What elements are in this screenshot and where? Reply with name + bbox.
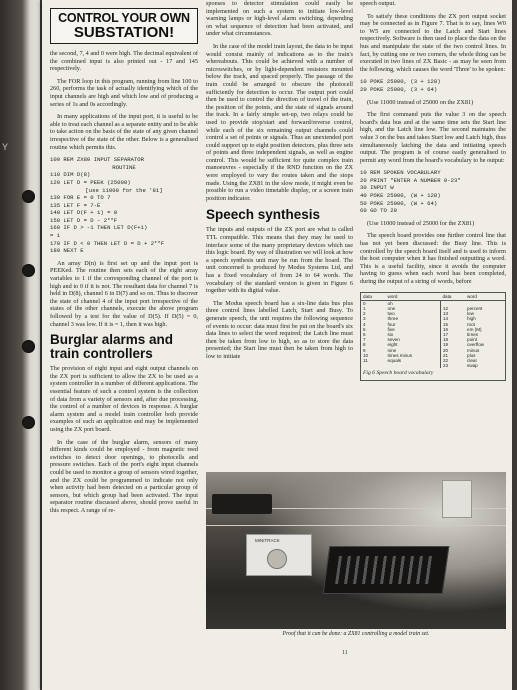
paragraph: the second, 7, 4 and 0 were high. The decimal equivalent of the combined input is also printed out - 17 and 145 respectively. — [50, 50, 198, 73]
code-line: 135 LET F = 7-E — [50, 201, 101, 209]
table-row — [361, 363, 505, 368]
table-header: word — [465, 293, 505, 301]
train-photo — [206, 472, 506, 640]
table-header-row — [361, 293, 505, 301]
table-cell — [386, 363, 441, 368]
logo-top-text: CONTROL YOUR OWN — [58, 11, 190, 25]
punch-hole — [22, 190, 35, 203]
table-cell: 4 — [363, 321, 366, 327]
table-cell: 11 — [363, 358, 368, 364]
code-line: 120 LET D = PEEK (25000) — [50, 178, 131, 186]
code-line: ROUTINE — [112, 163, 136, 171]
table-cell: 7 — [363, 337, 366, 343]
code-line: 10 REM SPOKEN VOCABULARY — [360, 169, 441, 177]
code-line: 170 IF D < 0 THEN LET D = D + 2**F — [50, 239, 165, 247]
article-logo — [50, 8, 198, 44]
table-cell: equals — [387, 358, 402, 364]
table-cell: 17 — [440, 332, 465, 337]
table-cell: 5 — [363, 326, 366, 332]
code-listing — [50, 156, 198, 255]
code-line: = 1 — [50, 232, 61, 240]
logo-bottom-text: SUBSTATION! — [73, 24, 175, 41]
punch-hole — [22, 416, 35, 429]
photo-caption: Proof that it can be done: a ZX81 controlling a model train set. — [206, 629, 506, 640]
column-3 — [360, 0, 506, 470]
table-cell: 9 — [363, 347, 366, 353]
page-number: 11 — [342, 650, 348, 656]
table-cell: times — [467, 332, 478, 338]
table-cell: oh — [387, 300, 393, 306]
table-cell: five — [387, 326, 395, 332]
locomotive — [212, 494, 272, 514]
code-listing — [360, 78, 506, 93]
controller-knob — [267, 549, 287, 569]
code-line: 180 NEXT E — [50, 247, 84, 255]
table-cell: six — [387, 332, 394, 338]
paragraph: speech output. — [360, 0, 396, 7]
controller-box — [246, 534, 312, 576]
code-line: 20 PRINT "ENTER A NUMBER 0-23" — [360, 176, 461, 184]
code-line: 20 POKE 25000, (3 + 64) — [360, 85, 438, 93]
code-note: (Use 11000 instead of 25000 on the ZX81) — [367, 98, 474, 106]
table-cell: 8 — [363, 342, 366, 348]
code-line: 150 LET D = D - 2**F — [50, 216, 118, 224]
table-cell: 21 — [440, 353, 465, 358]
table-cell: root — [467, 321, 475, 327]
vocabulary-table — [360, 292, 506, 381]
section-heading: Speech synthesis — [206, 207, 321, 223]
code-line: 10 POKE 25000, (3 + 128) — [360, 78, 441, 86]
zx81-computer — [323, 546, 450, 594]
paragraph: The inputs and outputs of the ZX port are what is called TTL compatible. This means that they may be used to interface some of the many proprietary devices which use this logic board. By way of illustration we will look at how a speech synthesis unit may be run from the board. The unit concerned is produced by Modus Systems Ltd, and has a fixed vocabulary of from 24 to 64 words. The vocabulary of the standard version is given in Figure 6 together with its digital value. — [206, 226, 353, 295]
paragraph: In the case of the burglar alarm, sensors of many different kinds could be employed - from magnetic reed switches to detect door openings, to photocells and pressure switches. Each of the port's eight input channels could be used to monitor a group of sensors wired together, and the ZX could be programmed to indicate not only when activity had been detected on a particular group of sensors, but which group had been activated. The input separator routine discussed above, should prove useful in this respect. A range of re- — [50, 438, 198, 514]
code-line: 140 LET D(F + 1) = 0 — [50, 209, 118, 217]
table-cell: swap — [467, 363, 478, 369]
table-body — [361, 300, 505, 368]
code-note: (Use 11000 instead of 25000 for the ZX81) — [367, 219, 475, 227]
table-cell: clear — [467, 358, 477, 364]
table-cell: minus — [467, 347, 480, 353]
paragraph: The Modus speech board has a six-line data bus plus three control lines labelled Latch, Start and Busy. To generate speech, the unit requires the following sequence of events to occur: data must first be put on the board's six data lines to select the word required; the Latch line must then be taken from low to high, so as to store the data presented; the Start line must then be taken from high to low to initiate — [206, 299, 353, 360]
table-cell — [361, 363, 386, 368]
paragraph: An array D(n) is first set up and the input port is PEEKed. The routine then sets each of the eight array variables to 1 if the corresponding channel of the port is high and to 0 if it is not. The resultant data for channel 7 is held in D(8), channel 6 in D(7) and so on. Thus to discover the state of channel 4 of the input port irrespective of the states of the other channels, execute the above program followed by a test for the value of D(5). If D(5) = 0, channel 3 was low. If it is = 1, then it was high. — [50, 259, 198, 328]
code-line: 130 FOR E = 0 TO 7 — [50, 194, 111, 202]
table-cell: 23 — [440, 363, 465, 368]
code-line: 30 INPUT W — [360, 184, 394, 192]
edge-letter: Y — [2, 142, 9, 152]
code-line: 160 IF D > -1 THEN LET D(F+1) — [50, 224, 148, 232]
table-cell: 1 — [363, 306, 366, 311]
table-cell: 15 — [440, 322, 465, 327]
code-line: 60 GO TO 20 — [360, 207, 397, 215]
signal-box — [442, 480, 472, 518]
table-cell: high — [467, 316, 476, 322]
punch-hole — [22, 340, 35, 353]
table-cell: 20 — [440, 348, 465, 353]
column-2 — [206, 0, 353, 470]
binder-edge — [0, 0, 40, 690]
table-cell: three — [387, 316, 399, 322]
table-cell: 2 — [363, 311, 366, 317]
table-cell: seven — [387, 337, 400, 343]
paragraph: In many applications of the input port, it is useful to be able to treat each channel as a separate entity and to be able to take action on the basis of the state of any given channel irrespective of the state of the other. Below is a generalised routine which permits this. — [50, 113, 198, 151]
code-listing — [360, 169, 506, 215]
figure-caption: Fig 6 Speech board vocabulary — [363, 370, 434, 377]
table-cell: overflow — [467, 342, 485, 348]
table-cell: 3 — [363, 316, 366, 322]
table-cell: times minus — [387, 352, 413, 358]
controller-label: MINITRACK — [255, 538, 280, 543]
table-cell: 18 — [440, 337, 465, 342]
code-line: 50 POKE 25000, (W + 64) — [360, 199, 438, 207]
table-cell: 13 — [440, 311, 465, 316]
magazine-page — [42, 0, 512, 690]
code-line: 100 REM ZX80 INPUT SEPARATOR — [50, 156, 144, 164]
paragraph: The first command puts the value 3 on the speech board's data bus and at the same time sets the Start line high, and the Latch line low. The second maintains the value 3 on the bus and takes Start low and Latch high, thus simultaneously latching the data and initiating speech output. The program is of course easily generalised to permit any word from the board's vocabulary to be output: — [360, 111, 506, 164]
paragraph: The FOR loop in this program, running from line 100 to 260, performs the task of actually identifying which of the input channels are high and which low and of producing a series of 1s and 0s accordingly. — [50, 77, 198, 108]
table-cell: 12 — [440, 306, 465, 311]
paragraph: sponses to detector stimulation could easily be implemented on such a system to initiate low-level warning lamps or high-level alarm switching, depending on what sequence of detection had been activated, and under what circumstances. — [206, 0, 353, 38]
table-header: word — [386, 293, 441, 301]
paragraph: The provision of eight input and eight output channels on the ZX port is sufficient to allow the ZX to be used as a system controller in a number of different applications. The essential feature of such a control system is the collection of data from a variety of sensors and, after due processing, the control of a number of devices in response. A burglar alarm system and a model train controller both provide examples of such an application and may be implemented using the ZX port board. — [50, 365, 198, 433]
table-cell: 10 — [363, 352, 369, 358]
section-heading: Burglar alarms and train controllers — [50, 332, 174, 362]
table-cell: point — [467, 337, 477, 343]
table-cell: plus — [467, 352, 476, 358]
table-header: data — [440, 293, 465, 301]
code-line: [use 11000 for the '81] — [85, 186, 163, 194]
table-cell: low — [467, 311, 474, 317]
table-cell: em (M) — [467, 326, 482, 332]
table-cell: 6 — [363, 332, 366, 338]
table-cell: four — [387, 321, 396, 327]
table-cell: eight — [387, 342, 398, 348]
table-cell: 14 — [440, 316, 465, 321]
table-cell: 16 — [440, 327, 465, 332]
code-line: 40 POKE 25000, (W + 128) — [360, 192, 441, 200]
table-cell: nine — [387, 347, 397, 353]
code-line: 110 DIM D(8) — [50, 171, 91, 179]
table-cell: one — [387, 306, 396, 311]
paragraph: The speech board provides one further control line that has not yet been discussed: the Busy line. This is controlled by the speech board itself and is used to inform the host computer when it has finished outputting a word. This is a useful facility, since it avoids the computer having to guess when each word has been completed, during the output of a string of words, before — [360, 232, 506, 285]
table-header: data — [361, 293, 386, 301]
table-cell: 0 — [363, 300, 366, 306]
table-cell: 22 — [440, 358, 465, 363]
table-cell: percent — [467, 306, 483, 311]
table-cell: 19 — [440, 342, 465, 347]
paragraph: To satisfy these conditions the ZX port output socket may be connected as in Figure 7. That is to say, lines W0 to W5 are connected to the Latch and Start lines respectively. Software is then used to place the data on the bus and manipulate the state of the two control lines. In fact, by cutting one or two corners, the whole thing can be executed in two lines of ZX Basic - as may be seen from the following, which causes the word 'Three' to be spoken: — [360, 12, 506, 73]
table-cell: two — [387, 311, 395, 317]
column-1 — [50, 0, 198, 642]
paragraph: In the case of the model train layout, the data to be input would consist mainly of indications as to the train's whereabouts. This could be achieved with a number of microswitches, or by light-dependent resistors mounted below the track, and spaced properly. The passage of the train could be arranged to obscure the photocell sufficiently for detection to occur. The output port could then be used to control the direction of travel of the train, the position of the points, and the state of signals around the track. In a fairly simple set-up, two relays could be used to provide stop/start and forward/reverse control, while each of the six remaining output channels could control a set of points or signals. Thus an unextended port could support up to eight position detectors, plus three sets of points and three independent signals, as well as engine control. This would be sufficient for quite complex train manoeuvres - especially if the RND function on the ZX were employed to vary the routes taken and the stops made. Using the ZX81 in the slow mode, it might even be possible to run a video timetable display, or a screen train position indicator. — [206, 42, 353, 202]
zx81-keyboard — [335, 556, 437, 584]
punch-hole — [22, 264, 35, 277]
